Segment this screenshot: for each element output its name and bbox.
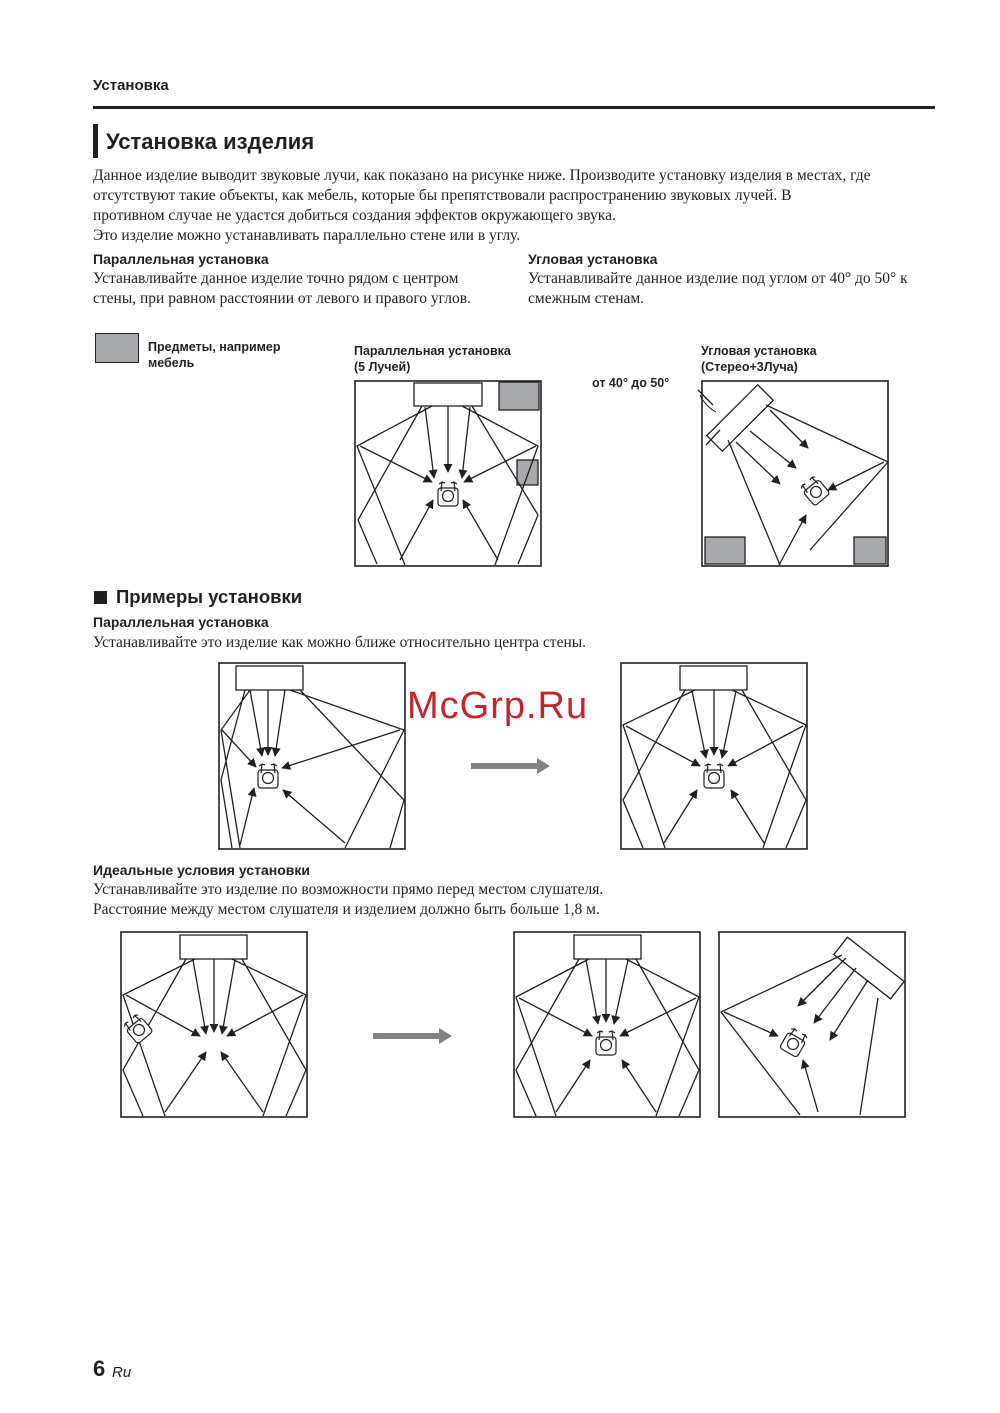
examples-parallel-heading: Параллельная установка — [93, 614, 269, 630]
corner-heading: Угловая установка — [528, 251, 658, 267]
corner-text-line: смежным стенам. — [528, 290, 645, 307]
example-ideal-before — [121, 932, 307, 1117]
legend-line: мебель — [148, 356, 195, 370]
furniture-block — [499, 382, 539, 410]
ideal-text-line: Расстояние между местом слушателя и изделием должно быть больше 1,8 м. — [93, 901, 600, 918]
furniture-block — [705, 537, 745, 564]
angle-label: от 40° до 50° — [592, 376, 670, 390]
figure-label-line: (5 Лучей) — [354, 360, 411, 374]
figure-label-line: (Стерео+3Луча) — [701, 360, 798, 374]
intro-line: противном случае не удастся добиться создания эффектов окружающего звука. — [93, 207, 616, 224]
example-parallel-before — [219, 663, 405, 849]
corner-stereo-diagram — [698, 381, 888, 566]
examples-title: Примеры установки — [116, 586, 303, 607]
intro-line: отсутствуют такие объекты, как мебель, которые бы препятствовали распространению звуковых лучей. В — [93, 187, 792, 204]
example-ideal-corner — [719, 932, 905, 1117]
running-header: Установка — [93, 77, 169, 94]
intro-line: Данное изделие выводит звуковые лучи, как показано на рисунке ниже. Производите установку изделия в местах, где — [93, 167, 871, 184]
ideal-heading: Идеальные условия установки — [93, 862, 310, 878]
ideal-text-line: Устанавливайте это изделие по возможности прямо перед местом слушателя. — [93, 881, 604, 898]
figure-label-line: Параллельная установка — [354, 344, 511, 358]
parallel-heading: Параллельная установка — [93, 251, 269, 267]
example-parallel-after — [621, 663, 807, 849]
parallel-text-line: стены, при равном расстоянии от левого и правого углов. — [93, 290, 471, 307]
transition-arrow — [373, 1028, 452, 1044]
transition-arrow — [471, 758, 550, 774]
example-ideal-after — [514, 932, 700, 1117]
page-language: Ru — [112, 1364, 132, 1381]
page-number: 6 — [93, 1356, 106, 1381]
intro-line: Это изделие можно устанавливать параллельно стене или в углу. — [93, 227, 521, 244]
watermark-text: McGrp.Ru — [407, 685, 589, 727]
parallel-text-line: Устанавливайте данное изделие точно рядом с центром — [93, 270, 459, 287]
corner-text-line: Устанавливайте данное изделие под углом от 40° до 50° к — [528, 270, 908, 287]
page-title: Установка изделия — [106, 129, 315, 154]
examples-parallel-text: Устанавливайте это изделие как можно ближе относительно центра стены. — [93, 634, 587, 651]
furniture-block — [517, 460, 538, 485]
parallel-5-beam-diagram — [355, 381, 541, 566]
furniture-block — [854, 537, 886, 564]
figure-label-line: Угловая установка — [701, 344, 817, 358]
legend-line: Предметы, например — [148, 340, 281, 354]
